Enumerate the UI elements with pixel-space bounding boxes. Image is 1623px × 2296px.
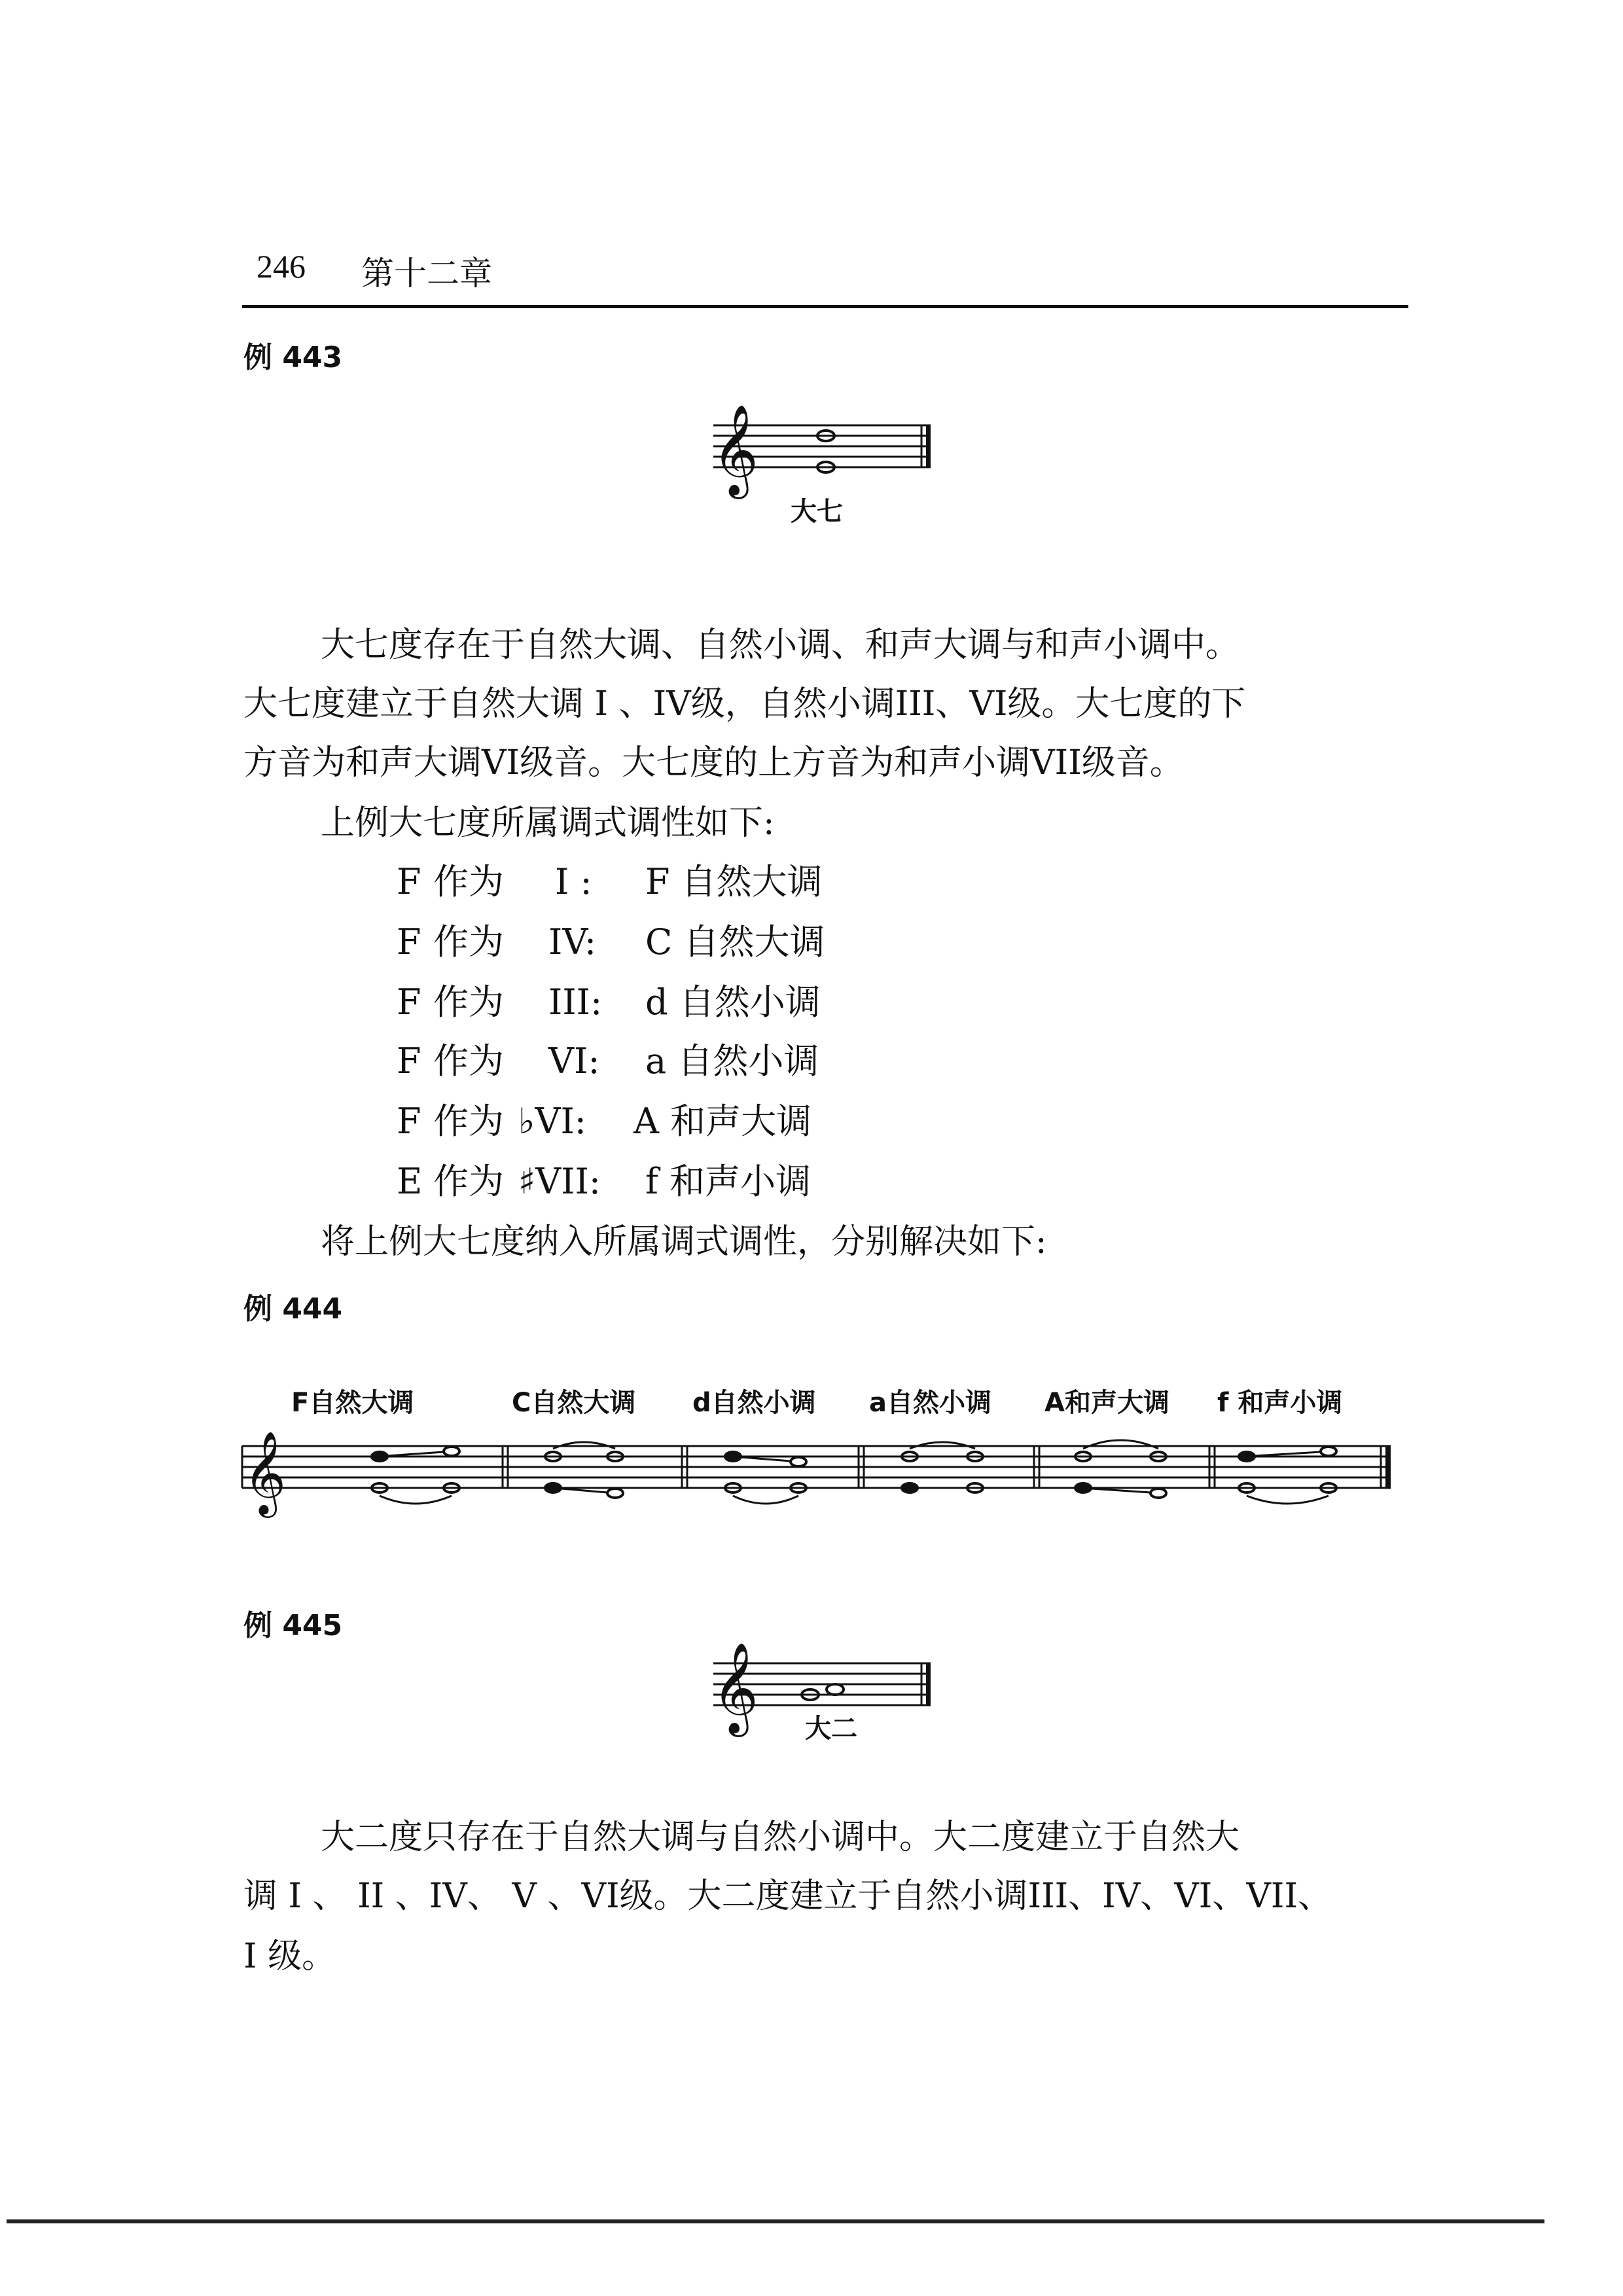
mode-degree: ♯VII:: [518, 1161, 601, 1202]
mode-degree: I :: [555, 861, 592, 902]
mode-degree: IV:: [548, 921, 597, 963]
mode-word: 作为: [433, 1040, 504, 1082]
paragraph-line: I 级。: [243, 1937, 336, 1976]
mode-degree: III:: [548, 981, 603, 1023]
mode-key: A 和声大调: [633, 1101, 812, 1142]
mode-word: 作为: [433, 861, 504, 902]
mode-key: F 自然大调: [645, 861, 823, 902]
example-444-label: 例 444: [243, 1292, 343, 1326]
staff-example-443: [700, 393, 936, 504]
staff-example-444: [236, 1420, 1400, 1525]
mode-word: 作为: [433, 981, 504, 1023]
mode-word: 作为: [433, 1161, 504, 1202]
mode-key: a 自然小调: [645, 1040, 819, 1082]
paragraph-line: 调 I 、 II 、IV、 V 、VI级。大二度建立于自然小调III、IV、VI、VII、: [243, 1877, 1332, 1916]
mode-note: F: [397, 861, 421, 902]
mode-note: F: [397, 1101, 421, 1142]
key-label: d自然小调: [692, 1388, 816, 1418]
mode-note: E: [397, 1161, 423, 1202]
mode-note: F: [397, 921, 421, 963]
paragraph-line: 将上例大七度纳入所属调式调性，分别解决如下:: [321, 1222, 1047, 1262]
key-label: f 和声小调: [1217, 1388, 1343, 1418]
mode-key: C 自然大调: [645, 921, 825, 963]
mode-word: 作为: [433, 921, 504, 963]
bottom-rule: [7, 2219, 1544, 2223]
mode-note: F: [397, 1040, 421, 1082]
treble-clef-icon: 𝄞: [712, 404, 758, 495]
mode-key: f 和声小调: [645, 1161, 812, 1202]
example-443-label: 例 443: [243, 341, 343, 374]
key-label: C自然大调: [512, 1388, 636, 1418]
mode-key: d 自然小调: [645, 981, 821, 1023]
key-label: F自然大调: [291, 1388, 414, 1418]
mode-note: F: [397, 981, 421, 1023]
paragraph-line: 大七度建立于自然大调 I 、IV级，自然小调III、VI级。大七度的下: [243, 684, 1246, 724]
paragraph-line: 大七度存在于自然大调、自然小调、和声大调与和声小调中。: [321, 626, 1240, 665]
mode-word: 作为: [433, 1101, 504, 1142]
paragraph-line: 大二度只存在于自然大调与自然小调中。大二度建立于自然大: [321, 1818, 1240, 1857]
paragraph-line: 方音为和声大调VI级音。大七度的上方音为和声小调VII级音。: [243, 743, 1184, 783]
mode-degree: VI:: [548, 1040, 600, 1082]
chapter-title: 第十二章: [361, 255, 492, 292]
treble-clef-icon: 𝄞: [712, 1642, 758, 1733]
page-number: 246: [257, 248, 306, 285]
key-label: a自然小调: [869, 1388, 991, 1418]
key-label: A和声大调: [1044, 1388, 1169, 1418]
mode-degree: ♭VI:: [518, 1101, 586, 1142]
interval-caption-443: 大七: [791, 497, 843, 527]
header-rule: [242, 305, 1408, 308]
paragraph-line: 上例大七度所属调式调性如下:: [321, 804, 775, 843]
interval-caption-445: 大二: [805, 1714, 857, 1744]
treble-clef-icon: 𝄞: [243, 1430, 287, 1514]
example-445-label: 例 445: [243, 1609, 343, 1642]
